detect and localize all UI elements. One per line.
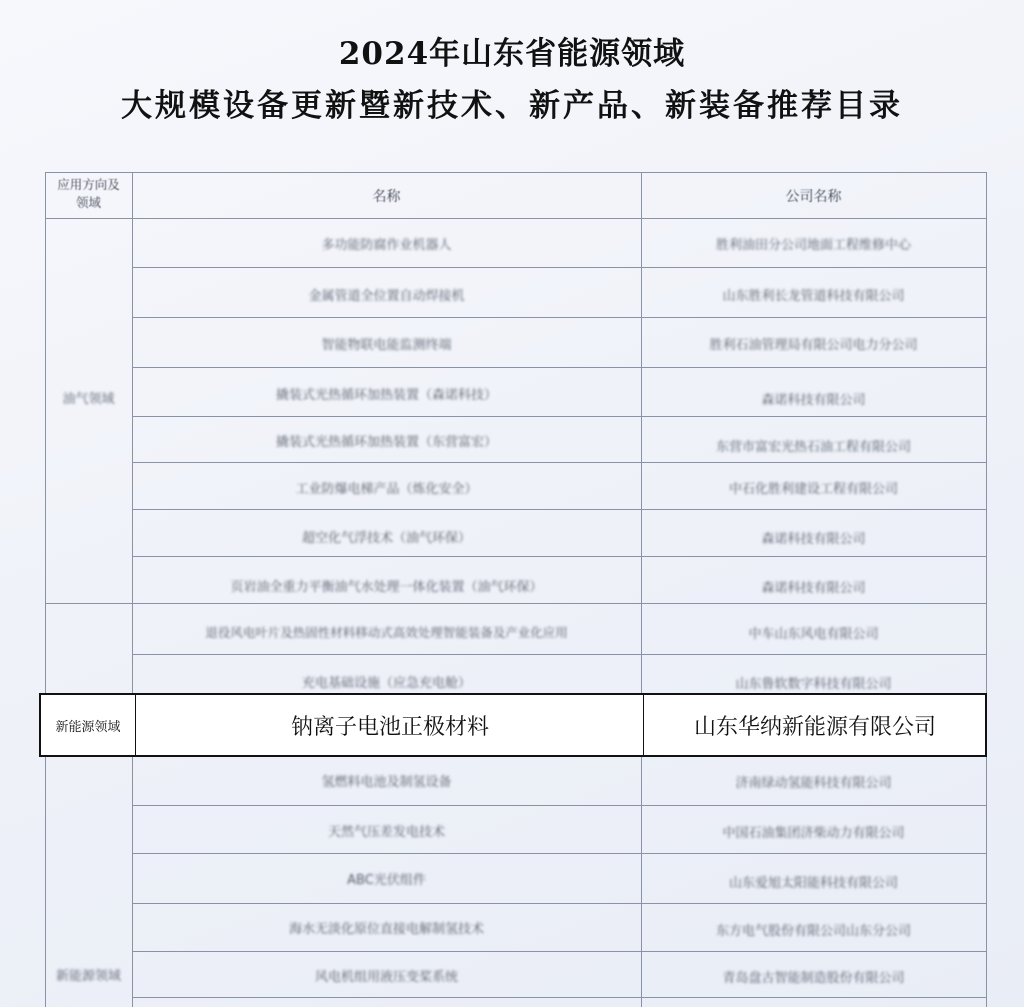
document-title-line2: 大规模设备更新暨新技术、新产品、新装备推荐目录: [121, 88, 903, 124]
row-name: 金属管道全位置自动焊接机: [308, 289, 465, 304]
row-company: 中国石油集团济柴动力有限公司: [722, 826, 905, 841]
section-label-newenergy: 新能源领域: [55, 969, 121, 984]
row-line: [132, 267, 986, 268]
row-name: 充电基础设施（应急充电舱）: [301, 676, 471, 691]
row-company: 中石化胜利建设工程有限公司: [728, 482, 898, 497]
section-label-oilgas: 油气领域: [62, 392, 115, 407]
section-divider: [45, 603, 986, 604]
row-company: 森诺科技有限公司: [761, 393, 866, 408]
row-line: [132, 416, 986, 417]
row-line: [132, 462, 986, 463]
row-company: 东营市富宏光热石油工程有限公司: [715, 440, 911, 455]
row-line: [132, 853, 986, 854]
row-company: 东方电气股份有限公司山东分公司: [715, 924, 911, 939]
row-company: 胜利油田分公司地面工程维修中心: [715, 238, 911, 253]
row-company: 胜利石油管理局有限公司电力分公司: [709, 338, 918, 353]
row-name: 撬装式光热循环加热装置（东营富宏）: [275, 435, 497, 450]
header-field: 应用方向及 领域: [57, 177, 120, 210]
row-company: 中车山东风电有限公司: [748, 627, 879, 642]
highlight-product-name: 钠离子电池正极材料: [137, 695, 644, 755]
row-line: [132, 903, 986, 904]
row-line: [132, 556, 986, 557]
row-name: 智能物联电能监测终端: [321, 338, 452, 353]
highlight-field: 新能源领域: [41, 695, 136, 755]
row-company: 森诺科技有限公司: [761, 532, 866, 547]
table-border-left: [45, 172, 46, 1007]
row-name: ABC光伏组件: [347, 873, 426, 888]
document-title-line1: 2024年山东省能源领域: [338, 36, 686, 72]
row-line: [132, 997, 986, 998]
header-name: 名称: [372, 189, 401, 205]
row-company: 山东鲁软数字科技有限公司: [735, 677, 892, 692]
row-name: 页岩油全重力平衡油气水处理一体化装置（油气环保）: [230, 580, 543, 595]
row-company: 济南绿动氢能科技有限公司: [735, 776, 892, 791]
row-name: 工业防爆电梯产品（炼化安全）: [295, 482, 478, 497]
row-name: 天然气压差发电技术: [327, 825, 445, 840]
highlighted-row: [39, 693, 987, 757]
table-border-top: [45, 172, 986, 173]
row-line: [132, 951, 986, 952]
row-name: 多功能防腐作业机器人: [321, 238, 452, 253]
row-line: [132, 317, 986, 318]
highlight-company-name: 山东华纳新能源有限公司: [693, 714, 936, 740]
row-name: 超空化气浮技术（油气环保）: [301, 531, 471, 546]
row-line: [132, 654, 986, 655]
table-border-right: [986, 172, 987, 1007]
row-company: 山东胜利长龙管道科技有限公司: [722, 289, 905, 304]
row-name: 退役风电叶片及热固性材料移动式高效处理智能装备及产业化应用: [205, 625, 568, 640]
row-name: 氢燃料电池及制氢设备: [321, 775, 452, 790]
row-company: 森诺科技有限公司: [761, 581, 866, 596]
row-company: 青岛盘古智能制造股份有限公司: [722, 971, 905, 986]
row-company: 山东爱旭太阳能科技有限公司: [728, 876, 898, 891]
row-line: [132, 367, 986, 368]
row-name: 海水无淡化原位直接电解制氢技术: [288, 922, 484, 937]
row-name: 风电机组用液压变桨系统: [314, 970, 458, 985]
header-company: 公司名称: [785, 189, 842, 205]
row-name: 撬装式光热循环加热装置（森诺科技）: [275, 388, 497, 403]
table-header-bottom: [45, 218, 986, 219]
row-line: [132, 805, 986, 806]
row-line: [132, 509, 986, 510]
